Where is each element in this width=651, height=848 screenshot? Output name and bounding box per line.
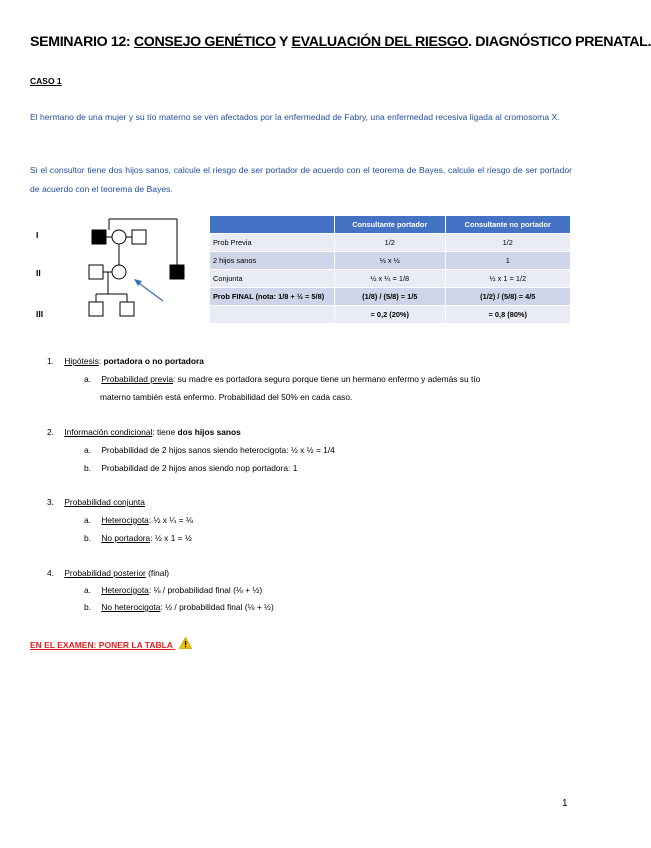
step-bold: dos hijos sanos — [177, 427, 241, 437]
step-3a — [84, 515, 193, 525]
step-3b — [84, 533, 192, 543]
female-symbol — [112, 230, 126, 244]
sub-text: : ½ / probabilidad final (⅛ + ½) — [160, 602, 274, 612]
table-row — [210, 288, 571, 306]
step-text: (final) — [145, 568, 170, 578]
title-part-consejo: CONSEJO GENÉTICO — [133, 34, 276, 50]
sub-letter: a. — [84, 445, 91, 455]
sub-text: : su madre es portadora seguro porque tiene un hermano enfermo y además su tío — [173, 374, 481, 384]
step-3 — [47, 497, 145, 507]
bayes-table — [209, 215, 571, 324]
sub-letter: a. — [84, 374, 91, 384]
case-description: El hermano de una mujer y su tío materno se ven afectados por la enfermedad de Fabry, una enfermedad recesiva ligada al cromosoma X. — [30, 112, 560, 122]
table-cell: 2 hijos sanos — [210, 252, 335, 270]
exam-note — [30, 637, 192, 651]
pedigree-diagram — [80, 218, 195, 323]
step-1a-continued: materno también está enfermo. Probabilidad del 50% en cada caso. — [100, 392, 353, 402]
exam-note-text: EN EL EXAMEN: PONER LA TABLA — [30, 640, 173, 650]
case-question: Si el consultor tiene dos hijos sanos, calcule el riesgo de ser portador de acuerdo con el teorema de Bayes, calcule el riesgo de ser portador de acuerdo con el teorema de Bayes. — [30, 165, 572, 194]
table-row — [210, 306, 571, 324]
table-header — [210, 216, 335, 234]
male-symbol — [89, 302, 103, 316]
step-label: Información condicional — [64, 427, 153, 437]
generation-label-2: II — [36, 268, 41, 278]
step-bold: portadora o no portadora — [103, 356, 204, 366]
table-cell: = 0,2 (20%) — [335, 306, 446, 324]
sub-text: Probabilidad de 2 hijos sanos siendo heterocigota: ½ x ½ = 1/4 — [101, 445, 335, 455]
page-number: 1 — [562, 798, 568, 809]
sub-letter: a. — [84, 515, 91, 525]
male-symbol — [89, 265, 103, 279]
table-row — [210, 252, 571, 270]
sub-text: Probabilidad de 2 hijos anos siendo nop portadora: 1 — [101, 463, 298, 473]
step-4 — [47, 568, 169, 578]
sub-label: Probabilidad previa — [101, 374, 174, 384]
step-number: 4. — [47, 568, 54, 578]
table-header-row — [210, 216, 571, 234]
affected-male-symbol — [92, 230, 106, 244]
title-suffix: . DIAGNÓSTICO PRENATAL. — [468, 34, 651, 50]
step-1 — [47, 356, 204, 366]
sub-text: : ½ x 1 = ½ — [150, 533, 192, 543]
sub-label: No portadora — [101, 533, 151, 543]
table-header: Consultante no portador — [445, 216, 570, 234]
step-label: Hipótesis — [64, 356, 99, 366]
table-cell: Prob FINAL (nota: 1/8 + ½ = 5/8) — [210, 288, 335, 306]
step-number: 3. — [47, 497, 54, 507]
sub-letter: b. — [84, 533, 91, 543]
table-cell: ½ x ½ — [335, 252, 446, 270]
table-header: Consultante portador — [335, 216, 446, 234]
title-prefix: SEMINARIO 12: — [30, 34, 134, 50]
generation-label-1: I — [36, 230, 39, 240]
sub-letter: a. — [84, 585, 91, 595]
table-cell: 1/2 — [335, 234, 446, 252]
step-text: : tiene — [152, 427, 178, 437]
step-2a — [84, 445, 335, 455]
sub-label: Heterocigota — [101, 515, 149, 525]
table-row — [210, 234, 571, 252]
consultant-arrow — [136, 281, 163, 301]
male-symbol — [120, 302, 134, 316]
caso-heading: CASO 1 — [30, 76, 62, 86]
page-title — [30, 34, 651, 50]
table-cell: Conjunta — [210, 270, 335, 288]
step-number: 2. — [47, 427, 54, 437]
step-4a — [84, 585, 262, 595]
male-symbol — [132, 230, 146, 244]
table-cell — [210, 306, 335, 324]
step-text: : — [98, 356, 104, 366]
title-part-evaluacion: EVALUACIÓN DEL RIESGO — [291, 34, 469, 50]
step-1a — [84, 374, 480, 384]
table-cell: 1 — [445, 252, 570, 270]
step-2b — [84, 463, 297, 473]
step-label: Probabilidad conjunta — [64, 497, 145, 507]
table-cell: Prob Previa — [210, 234, 335, 252]
table-cell: ½ x ¼ = 1/8 — [335, 270, 446, 288]
table-cell: (1/8) / (5/8) = 1/5 — [335, 288, 446, 306]
sub-label: No heterocigota — [101, 602, 161, 612]
table-cell: (1/2) / (5/8) = 4/5 — [445, 288, 570, 306]
table-cell: ½ x 1 = 1/2 — [445, 270, 570, 288]
sub-text: : ½ x ¼ = ⅛ — [148, 515, 193, 525]
step-2 — [47, 427, 241, 437]
table-cell: 1/2 — [445, 234, 570, 252]
sub-label: Heterocigota — [101, 585, 149, 595]
table-row — [210, 270, 571, 288]
step-number: 1. — [47, 356, 54, 366]
warning-icon — [179, 637, 192, 651]
step-label: Probabilidad posterior — [64, 568, 146, 578]
sub-text: : ⅛ / probabilidad final (⅛ + ½) — [148, 585, 263, 595]
affected-male-symbol — [170, 265, 184, 279]
generation-label-3: III — [36, 309, 44, 319]
consultant-female-symbol — [112, 265, 126, 279]
sub-letter: b. — [84, 602, 91, 612]
title-mid: Y — [275, 34, 292, 50]
sub-letter: b. — [84, 463, 91, 473]
step-4b — [84, 602, 274, 612]
table-cell: = 0,8 (80%) — [445, 306, 570, 324]
